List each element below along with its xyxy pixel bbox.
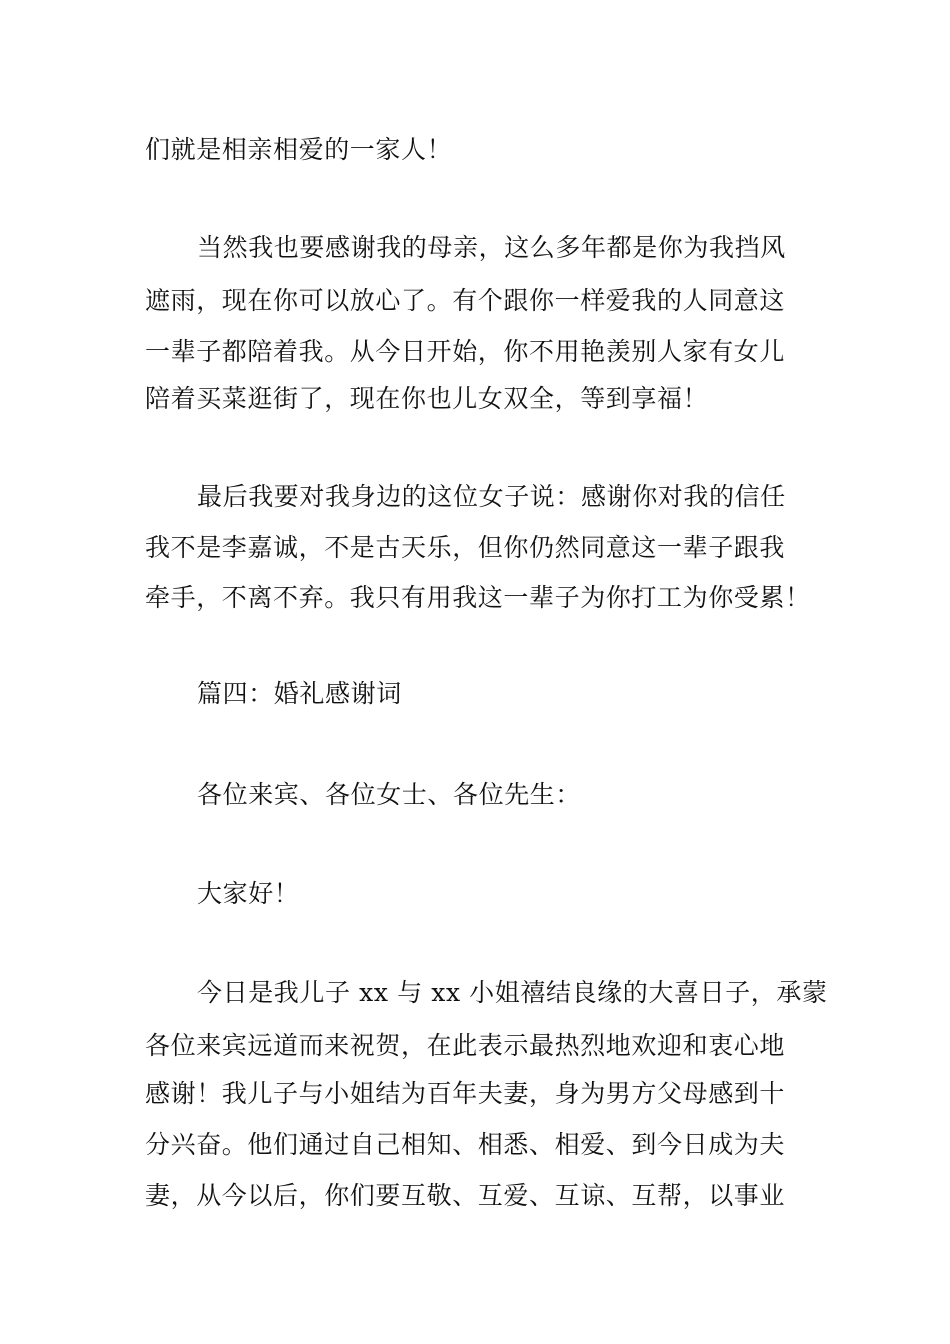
text-line: 大家好！	[197, 879, 300, 908]
text-line: 陪着买菜逛街了，现在你也儿女双全，等到享福！	[145, 384, 709, 413]
text-line: 最后我要对我身边的这位女子说：感谢你对我的信任	[197, 482, 786, 511]
text-line: 妻，从今以后，你们要互敬、互爱、互谅、互帮，以事业	[145, 1181, 786, 1210]
text-line: 遮雨，现在你可以放心了。有个跟你一样爱我的人同意这	[145, 286, 786, 315]
text-line: 今日是我儿子 xx 与 xx 小姐禧结良缘的大喜日子，承蒙	[197, 978, 828, 1007]
text-line: 各位来宾远道而来祝贺，在此表示最热烈地欢迎和衷心地	[145, 1031, 786, 1060]
text-line: 各位来宾、各位女士、各位先生：	[197, 780, 582, 809]
text-line: 当然我也要感谢我的母亲，这么多年都是你为我挡风	[197, 233, 786, 262]
section-heading: 篇四：婚礼感谢词	[197, 679, 402, 708]
text-line: 们就是相亲相爱的一家人！	[145, 135, 453, 164]
text-line: 我不是李嘉诚，不是古天乐，但你仍然同意这一辈子跟我	[145, 533, 786, 562]
text-line: 感谢！我儿子与小姐结为百年夫妻，身为男方父母感到十	[145, 1079, 786, 1108]
text-line: 牵手，不离不弃。我只有用我这一辈子为你打工为你受累！	[145, 583, 811, 612]
text-line: 一辈子都陪着我。从今日开始，你不用艳羡别人家有女儿	[145, 337, 786, 366]
text-line: 分兴奋。他们通过自己相知、相悉、相爱、到今日成为夫	[145, 1130, 786, 1159]
